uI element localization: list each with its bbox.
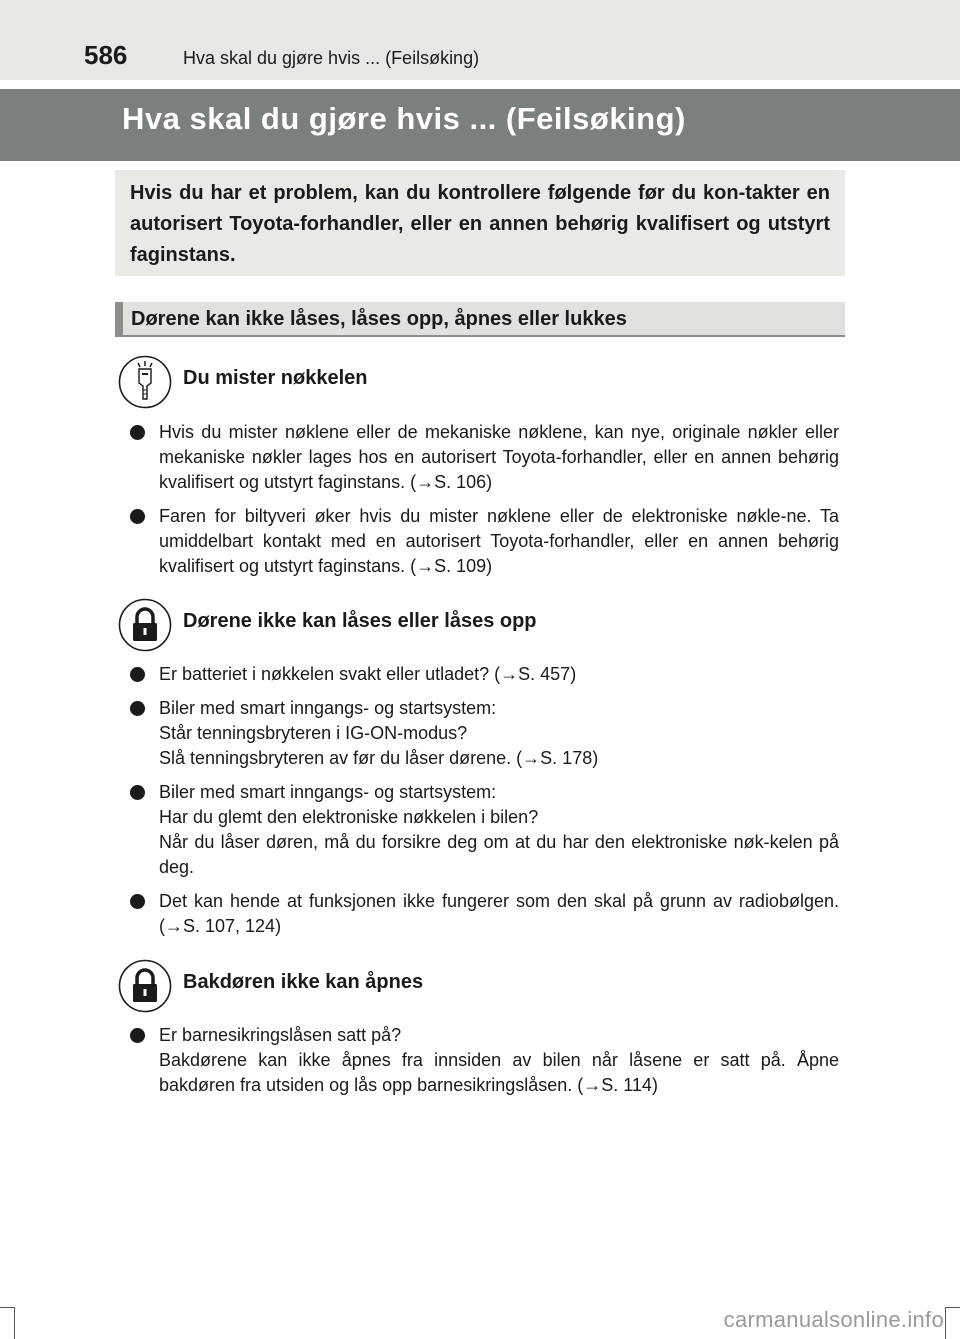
bullet-icon <box>130 509 145 524</box>
bullet-icon <box>130 1028 145 1043</box>
page-title: Hva skal du gjøre hvis ... (Feilsøking) <box>122 101 686 136</box>
list-item <box>130 696 839 771</box>
subsection-title-lost-key: Du mister nøkkelen <box>183 367 368 389</box>
list-item-text: Hvis du mister nøklene eller de mekaniske nøklene, kan nye, originale nøkler eller mekaniske nøkler lages hos en autorisert Toyota-forhandler, eller en annen behørig kvalifisert og utstyrt faginstans. (→S. 106) <box>159 422 839 492</box>
list-item-line: Når du låser døren, må du forsikre deg om at du har den elektroniske nøk-kelen på deg. <box>159 832 839 877</box>
list-item-line: Er barnesikringslåsen satt på? <box>159 1025 402 1045</box>
running-head: Hva skal du gjøre hvis ... (Feilsøking) <box>183 48 480 68</box>
subsection-title-rear-door: Bakdøren ikke kan åpnes <box>183 971 424 993</box>
bullet-icon <box>130 701 145 716</box>
list-item-line: Står tenningsbryteren i IG-ON-modus? <box>159 723 468 743</box>
top-band <box>0 0 960 80</box>
lock-icon <box>118 959 172 1013</box>
list-item <box>130 889 839 939</box>
section-heading: Dørene kan ikke låses, låses opp, åpnes eller lukkes <box>115 302 845 337</box>
list-item-text: Er batteriet i nøkkelen svakt eller utladet? (→S. 457) <box>159 664 577 684</box>
bullet-icon <box>130 785 145 800</box>
intro-box <box>115 170 845 276</box>
list-item-line: Har du glemt den elektroniske nøkkelen i bilen? <box>159 807 539 827</box>
list-item-text: Det kan hende at funksjonen ikke fungerer som den skal på grunn av radiobølgen. (→S. 107, 124) <box>159 891 839 936</box>
bullet-icon <box>130 425 145 440</box>
list-item <box>130 420 839 495</box>
list-item-line: Biler med smart inngangs- og startsystem: <box>159 698 497 718</box>
key-icon <box>118 355 172 409</box>
subsection-title-doors-lock: Dørene ikke kan låses eller låses opp <box>183 610 537 632</box>
list-item <box>130 504 839 579</box>
list-item <box>130 1023 839 1098</box>
page-number: 586 <box>84 40 128 70</box>
list-item-line: Biler med smart inngangs- og startsystem: <box>159 782 497 802</box>
lock-icon <box>118 598 172 652</box>
list-item-line: Slå tenningsbryteren av før du låser dørene. (→S. 178) <box>159 748 599 768</box>
list-item-line: Bakdørene kan ikke åpnes fra innsiden av bilen når låsene er satt på. Åpne bakdøren fra utsiden og lås opp barnesikringslåsen. (→S. 114) <box>159 1050 839 1095</box>
list-item <box>130 662 839 687</box>
list-item-text: Faren for biltyveri øker hvis du mister nøklene eller de elektroniske nøkle-ne. Ta umiddelbart kontakt med en autorisert Toyota-forhandler, eller en annen behørig kvalifisert og utstyrt faginstans. (→S. 109) <box>159 506 839 576</box>
bullet-icon <box>130 894 145 909</box>
bullet-icon <box>130 667 145 682</box>
list-item <box>130 780 839 880</box>
watermark: carmanualsonline.info <box>723 1307 944 1332</box>
intro-text: Hvis du har et problem, kan du kontrollere følgende før du kon-takter en autorisert Toyota-forhandler, eller en annen behørig kvalifisert og utstyrt faginstans. <box>130 182 830 266</box>
